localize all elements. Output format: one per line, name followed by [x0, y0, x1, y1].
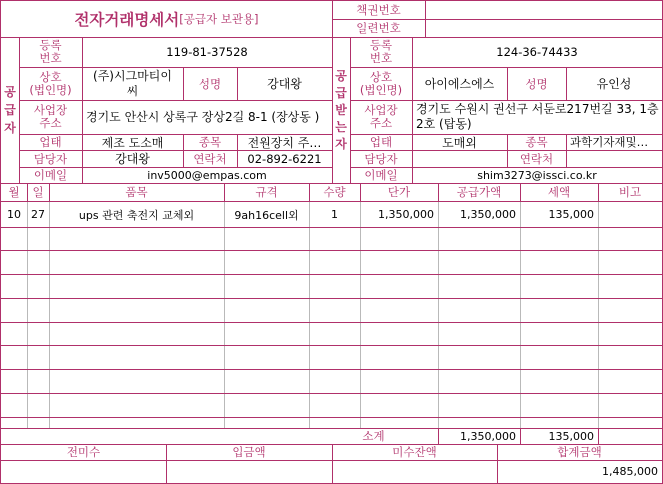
- row-line: [1, 345, 662, 346]
- supplier-email: inv5000@empas.com: [147, 168, 267, 182]
- cell-item: ups 관련 축전지 교체외: [78, 208, 195, 222]
- document-title: [1, 1, 332, 37]
- row-line: [1, 298, 662, 299]
- footer-deposit-label: 입금액: [232, 445, 266, 459]
- title-main: 전자거래명세서: [74, 11, 180, 29]
- footer-prev-unpaid-label: 전미수: [66, 445, 101, 459]
- row-line: [1, 369, 662, 370]
- supplier-biz-type-label: 업태: [39, 135, 62, 149]
- receiver-reg-no-label: 등록 번호: [369, 38, 393, 65]
- supplier-reg-no-label: 등록 번호: [39, 38, 62, 65]
- book-no-label: 책권번호: [356, 3, 401, 17]
- receiver-biz-item: 과학기자재및…: [570, 135, 649, 149]
- divider: [309, 202, 310, 428]
- supplier-phone-label: 연락처: [193, 151, 227, 166]
- footer-deposit: [166, 460, 332, 483]
- supplier-phone: 02-892-6221: [247, 151, 322, 166]
- receiver-company-label: 상호 (법인명): [359, 69, 403, 97]
- divider: [27, 202, 28, 428]
- footer-total: 1,485,000: [602, 465, 658, 478]
- footer-total-label: 합계금액: [557, 445, 602, 459]
- row-line: [1, 393, 662, 394]
- subtotal-supply: 1,350,000: [460, 429, 516, 443]
- subtotal-tax: 135,000: [548, 429, 594, 443]
- receiver-contact-label: 담당자: [364, 151, 398, 166]
- supplier-name-label: 성명: [198, 76, 222, 91]
- divider: [360, 202, 361, 428]
- supplier-side-label: 공 급 자: [4, 85, 16, 135]
- col-header-tax: 세액: [547, 185, 571, 199]
- col-header-note: 비고: [618, 185, 642, 199]
- subtotal-label: 소계: [362, 429, 385, 443]
- col-header-unit-price: 단가: [387, 185, 411, 199]
- row-line: [1, 250, 662, 251]
- divider: [425, 1, 426, 37]
- cell-unit-price: 1,350,000: [378, 208, 434, 221]
- receiver-email: shim3273@issci.co.kr: [477, 168, 597, 182]
- receiver-contact: [412, 150, 507, 167]
- footer-balance-label: 미수잔액: [392, 445, 437, 459]
- receiver-biz-item-label: 종목: [525, 135, 548, 149]
- cell-day: 27: [31, 208, 45, 221]
- footer-prev-unpaid: [1, 460, 166, 483]
- footer-balance: [332, 460, 497, 483]
- col-header-spec: 규격: [255, 185, 278, 199]
- col-header-supply: 공급가액: [456, 185, 502, 199]
- col-header-month: 월: [8, 185, 20, 199]
- receiver-name-label: 성명: [525, 76, 548, 91]
- col-header-day: 일: [32, 185, 44, 199]
- supplier-company-label: 상호 (법인명): [29, 69, 72, 97]
- receiver-phone: [566, 150, 662, 167]
- supplier-name: 강대왕: [267, 77, 302, 91]
- receiver-name: 유인성: [596, 77, 632, 91]
- divider: [598, 428, 599, 444]
- serial-no-label: 일련번호: [356, 21, 401, 35]
- supplier-address: 경기도 안산시 상록구 장상2길 8-1 (장상동 ): [86, 109, 320, 124]
- title-sub: [공급자 보관용]: [179, 12, 259, 26]
- cell-spec: 9ah16cell외: [234, 208, 299, 222]
- row-line: [1, 322, 662, 323]
- receiver-address: 경기도 수원시 권선구 서둔로217번길 33, 1층2호 (탑동): [416, 102, 659, 131]
- col-header-qty: 수량: [323, 185, 346, 199]
- receiver-phone-label: 연락처: [519, 151, 554, 166]
- supplier-contact: 강대왕: [115, 152, 150, 166]
- supplier-biz-item-label: 종목: [198, 135, 222, 149]
- divider: [224, 202, 225, 428]
- cell-note: [598, 202, 662, 227]
- supplier-email-label: 이메일: [33, 168, 68, 182]
- receiver-reg-no: 124-36-74433: [496, 45, 578, 59]
- cell-qty: 1: [331, 208, 338, 221]
- divider: [598, 202, 599, 428]
- supplier-contact-label: 담당자: [33, 151, 68, 166]
- divider: [438, 202, 439, 428]
- receiver-address-label: 사업장 주소: [364, 103, 398, 130]
- supplier-biz-type: 제조 도소매: [101, 135, 164, 150]
- supplier-reg-no: 119-81-37528: [166, 45, 248, 59]
- cell-tax: 135,000: [548, 208, 594, 221]
- row-line: [1, 274, 662, 275]
- supplier-address-label: 사업장 주소: [33, 103, 68, 130]
- divider: [520, 202, 521, 428]
- col-header-item: 품목: [125, 185, 148, 199]
- cell-month: 10: [7, 208, 21, 221]
- receiver-biz-type-label: 업태: [369, 135, 393, 149]
- cell-supply: 1,350,000: [460, 208, 516, 221]
- divider: [49, 202, 50, 428]
- receiver-email-label: 이메일: [364, 168, 398, 182]
- receiver-company: 아이에스에스: [424, 77, 495, 91]
- receiver-side-label: 공 급 받 는 자: [335, 68, 347, 151]
- supplier-company: (주)시그마티이 씨: [93, 68, 172, 98]
- row-line: [1, 227, 662, 228]
- row-line: [1, 417, 662, 418]
- receiver-biz-type: 도매외: [442, 135, 477, 150]
- supplier-biz-item: 전원장치 주…: [247, 135, 322, 150]
